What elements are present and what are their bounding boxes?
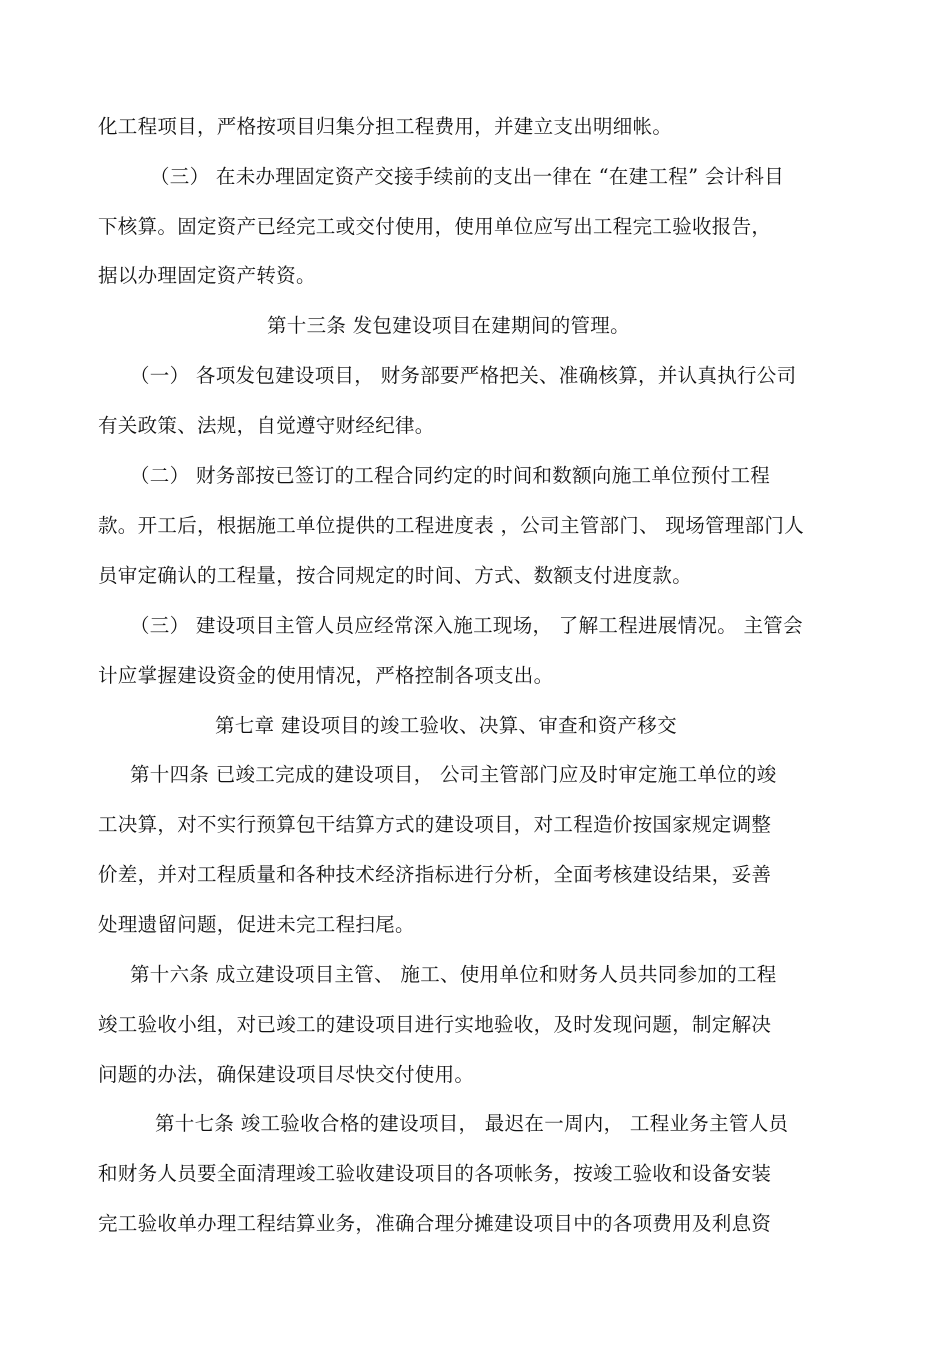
paragraph-line: （三） 建设项目主管人员应经常深入施工现场， 了解工程进展情况。 主管会 (130, 614, 803, 637)
article-heading: 第十三条 发包建设项目在建期间的管理。 (267, 314, 630, 337)
paragraph-line: 价差，并对工程质量和各种技术经济指标进行分析，全面考核建设结果，妥善 (98, 863, 772, 886)
paragraph-line: 款。开工后，根据施工单位提供的工程进度表 ，公司主管部门、 现场管理部门人 (98, 514, 804, 537)
paragraph-line: 员审定确认的工程量，按合同规定的时间、方式、数额支付进度款。 (98, 564, 693, 587)
paragraph-line: 处理遗留问题，促进未完工程扫尾。 (98, 913, 415, 936)
paragraph-line: 有关政策、法规，自觉遵守财经纪律。 (98, 414, 435, 437)
paragraph-line: （二） 财务部按已签订的工程合同约定的时间和数额向施工单位预付工程 (130, 464, 771, 487)
chapter-heading: 第七章 建设项目的竣工验收、决算、审查和资产移交 (215, 714, 677, 737)
paragraph-line: 工决算，对不实行预算包干结算方式的建设项目，对工程造价按国家规定调整 (98, 813, 772, 836)
paragraph-line: 竣工验收小组，对已竣工的建设项目进行实地验收，及时发现问题，制定解决 (98, 1013, 772, 1036)
paragraph-line: 据以办理固定资产转资。 (98, 264, 316, 287)
paragraph-line: 化工程项目，严格按项目归集分担工程费用，并建立支出明细帐。 (98, 115, 673, 138)
paragraph-line: 计应掌握建设资金的使用情况，严格控制各项支出。 (98, 664, 554, 687)
paragraph-line: （三） 在未办理固定资产交接手续前的支出一律在 “在建工程” 会计科目 (150, 165, 785, 188)
article-line: 第十七条 竣工验收合格的建设项目， 最迟在一周内， 工程业务主管人员 (155, 1112, 789, 1135)
paragraph-line: 下核算。固定资产已经完工或交付使用，使用单位应写出工程完工验收报告， (98, 215, 772, 238)
article-line: 第十四条 已竣工完成的建设项目， 公司主管部门应及时审定施工单位的竣 (130, 763, 777, 786)
article-line: 第十六条 成立建设项目主管、 施工、使用单位和财务人员共同参加的工程 (130, 963, 777, 986)
paragraph-line: （一） 各项发包建设项目， 财务部要严格把关、准确核算，并认真执行公司 (130, 364, 797, 387)
paragraph-line: 和财务人员要全面清理竣工验收建设项目的各项帐务，按竣工验收和设备安装 (98, 1162, 772, 1185)
paragraph-line: 完工验收单办理工程结算业务，准确合理分摊建设项目中的各项费用及利息资 (98, 1212, 772, 1235)
paragraph-line: 问题的办法，确保建设项目尽快交付使用。 (98, 1063, 475, 1086)
